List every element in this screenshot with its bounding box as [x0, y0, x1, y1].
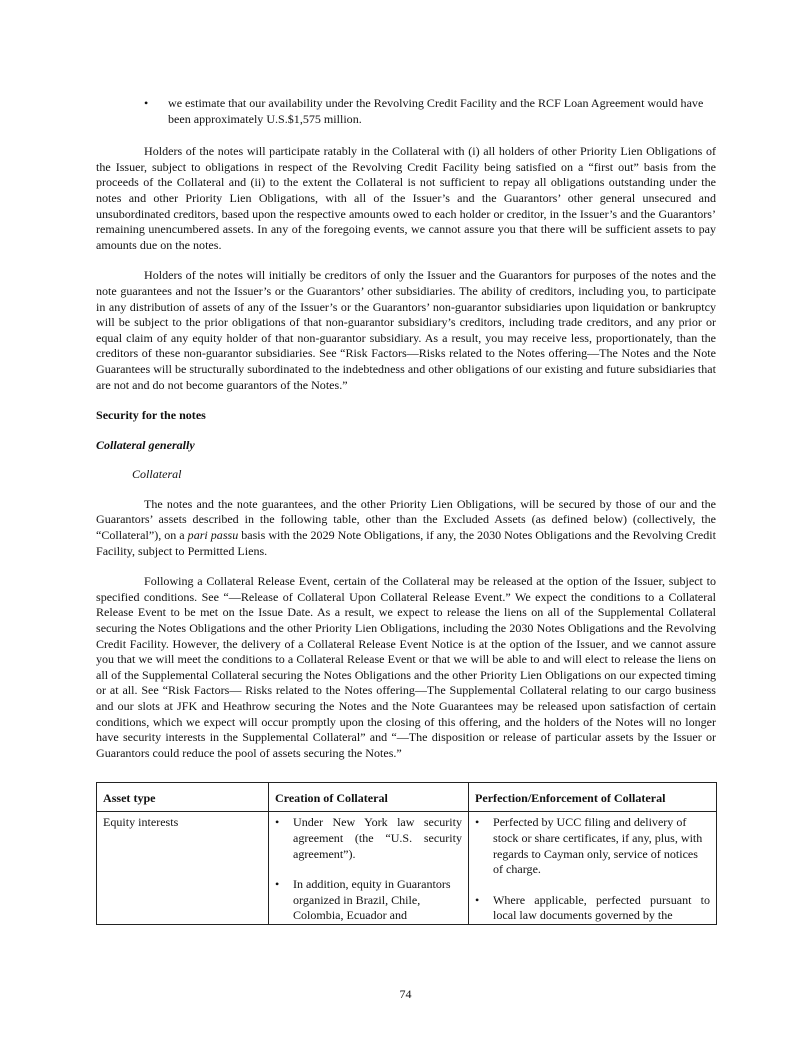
section-heading: Security for the notes [96, 408, 206, 423]
cell-bullet [275, 877, 462, 924]
paragraph-creditors: Holders of the notes will initially be creditors of only the Issuer and the Guarantors for purposes of the notes and the note guarantees and not the Issuer’s or the Guarantors’ other subsidiaries. The ability of creditors, including you, to participate in any distribution of assets of any of the Issuer’s or the Guarantors’ non-guarantor subsidiaries upon liquidation or bankruptcy will be subject to the prior obligations of that non-guarantor subsidiary’s creditors, including trade creditors, and any prior or equal claim of any equity holder of that non-guarantor subsidiary. As a result, you may receive less, proportionately, than the creditors of these non-guarantor subsidiaries. See “Risk Factors—Risks related to the Notes offering—The Notes and the Note Guarantees will be structurally subordinated to the indebtedness and other obligations of our existing and future subsidiaries that are not and do not become guarantors of the Notes.” [96, 268, 716, 392]
column-header: Perfection/Enforcement of Collateral [469, 783, 717, 812]
bullet-icon: • [275, 815, 280, 830]
bullet-icon: • [275, 877, 280, 892]
paragraph-collateral-description [96, 497, 716, 559]
cell-bullet [275, 815, 462, 862]
table-header-row [97, 783, 717, 812]
paragraph-ratable-participation: Holders of the notes will participate ratably in the Collateral with (i) all holders of other Priority Lien Obligations of the Issuer, subject to obligations in respect of the Revolving Credit Facility being satisfied on a “first out” basis from the proceeds of the Collateral and (ii) to the extent the Collateral is not sufficient to repay all obligations outstanding under the notes and other Priority Lien Obligations, with all of the Issuer’s and the Guarantors’ other general unsecured and unsubordinated creditors, based upon the respective amounts owed to each holder or creditor, in the Issuer’s and the Guarantors’ remaining unencumbered assets. In any of the foregoing events, we cannot assure you that there will be sufficient assets to pay amounts due on the notes. [96, 144, 716, 252]
table-row [97, 812, 717, 925]
bullet-icon: • [475, 815, 480, 830]
cell-bullet-text: In addition, equity in Guarantors organized in Brazil, Chile, Colombia, Ecuador and [293, 877, 451, 923]
collateral-table [96, 782, 717, 925]
creation-cell [269, 812, 469, 925]
column-header: Creation of Collateral [269, 783, 469, 812]
bullet-icon: • [475, 892, 480, 907]
sub-subsection-heading: Collateral [132, 467, 182, 482]
cell-bullet [475, 893, 710, 924]
cell-bullet-text: Under New York law security agreement (the “U.S. security agreement”). [293, 815, 462, 861]
paragraph-text-part: basis with the 2029 Note Obligations, if any, the 2030 Notes Obligations and the Revolving Credit Facility, subject to Permitted Liens. [96, 528, 716, 558]
subsection-heading: Collateral generally [96, 437, 195, 452]
availability-bullet [96, 96, 716, 127]
bullet-text: we estimate that our availability under the Revolving Credit Facility and the RCF Loan Agreement would have been approximately U.S.$1,575 million. [168, 96, 704, 126]
paragraph-text-part: The notes and the note guarantees, and the other Priority Lien Obligations, will be secured by those of our and the Guarantors’ assets described in the following table, other than the Excluded Assets (as defined below) (collectively, the “Collateral”), on a [96, 496, 716, 543]
cell-bullet [475, 815, 710, 877]
page-number: 74 [399, 987, 412, 1001]
bullet-icon: • [144, 96, 149, 110]
document-page [96, 96, 716, 925]
perfection-cell [469, 812, 717, 925]
asset-type-cell: Equity interests [97, 812, 269, 925]
pari-passu-term: pari passu [187, 528, 239, 543]
cell-bullet-text: Perfected by UCC filing and delivery of stock or share certificates, if any, plus, with regards to Cayman only, service of notices of charge. [493, 815, 703, 877]
paragraph-release-event: Following a Collateral Release Event, certain of the Collateral may be released at the option of the Issuer, subject to specified conditions. See “—Release of Collateral Upon Collateral Release Event.” We expect the conditions to a Collateral Release Event to be met on the Issue Date. As a result, we expect to release the liens on all of the Supplemental Collateral securing the Notes Obligations and the other Priority Lien Obligations, including the 2030 Notes Obligations and the Revolving Credit Facility. However, the delivery of a Collateral Release Event Notice is at the option of the Issuer, and we cannot assure you that we will meet the conditions to a Collateral Release Event or that we will be able to and will elect to release the liens on all of the Supplemental Collateral securing the Notes Obligations and the other Priority Lien Obligations on our expected timing or at all. See “Risk Factors— Risks related to the Notes offering—The Supplemental Collateral relating to our cargo business and our slots at JFK and Heathrow securing the Notes and the Note Guarantees may be released upon satisfaction of certain conditions, which we expect will occur promptly upon the closing of this offering, and the holders of the Notes will no longer have security interests in the Supplemental Collateral” and “—The disposition or release of particular assets by the Issuer or Guarantors could reduce the pool of assets securing the Notes.” [96, 574, 716, 760]
column-header: Asset type [97, 783, 269, 812]
cell-bullet-text: Where applicable, perfected pursuant to local law documents governed by the [493, 892, 710, 923]
